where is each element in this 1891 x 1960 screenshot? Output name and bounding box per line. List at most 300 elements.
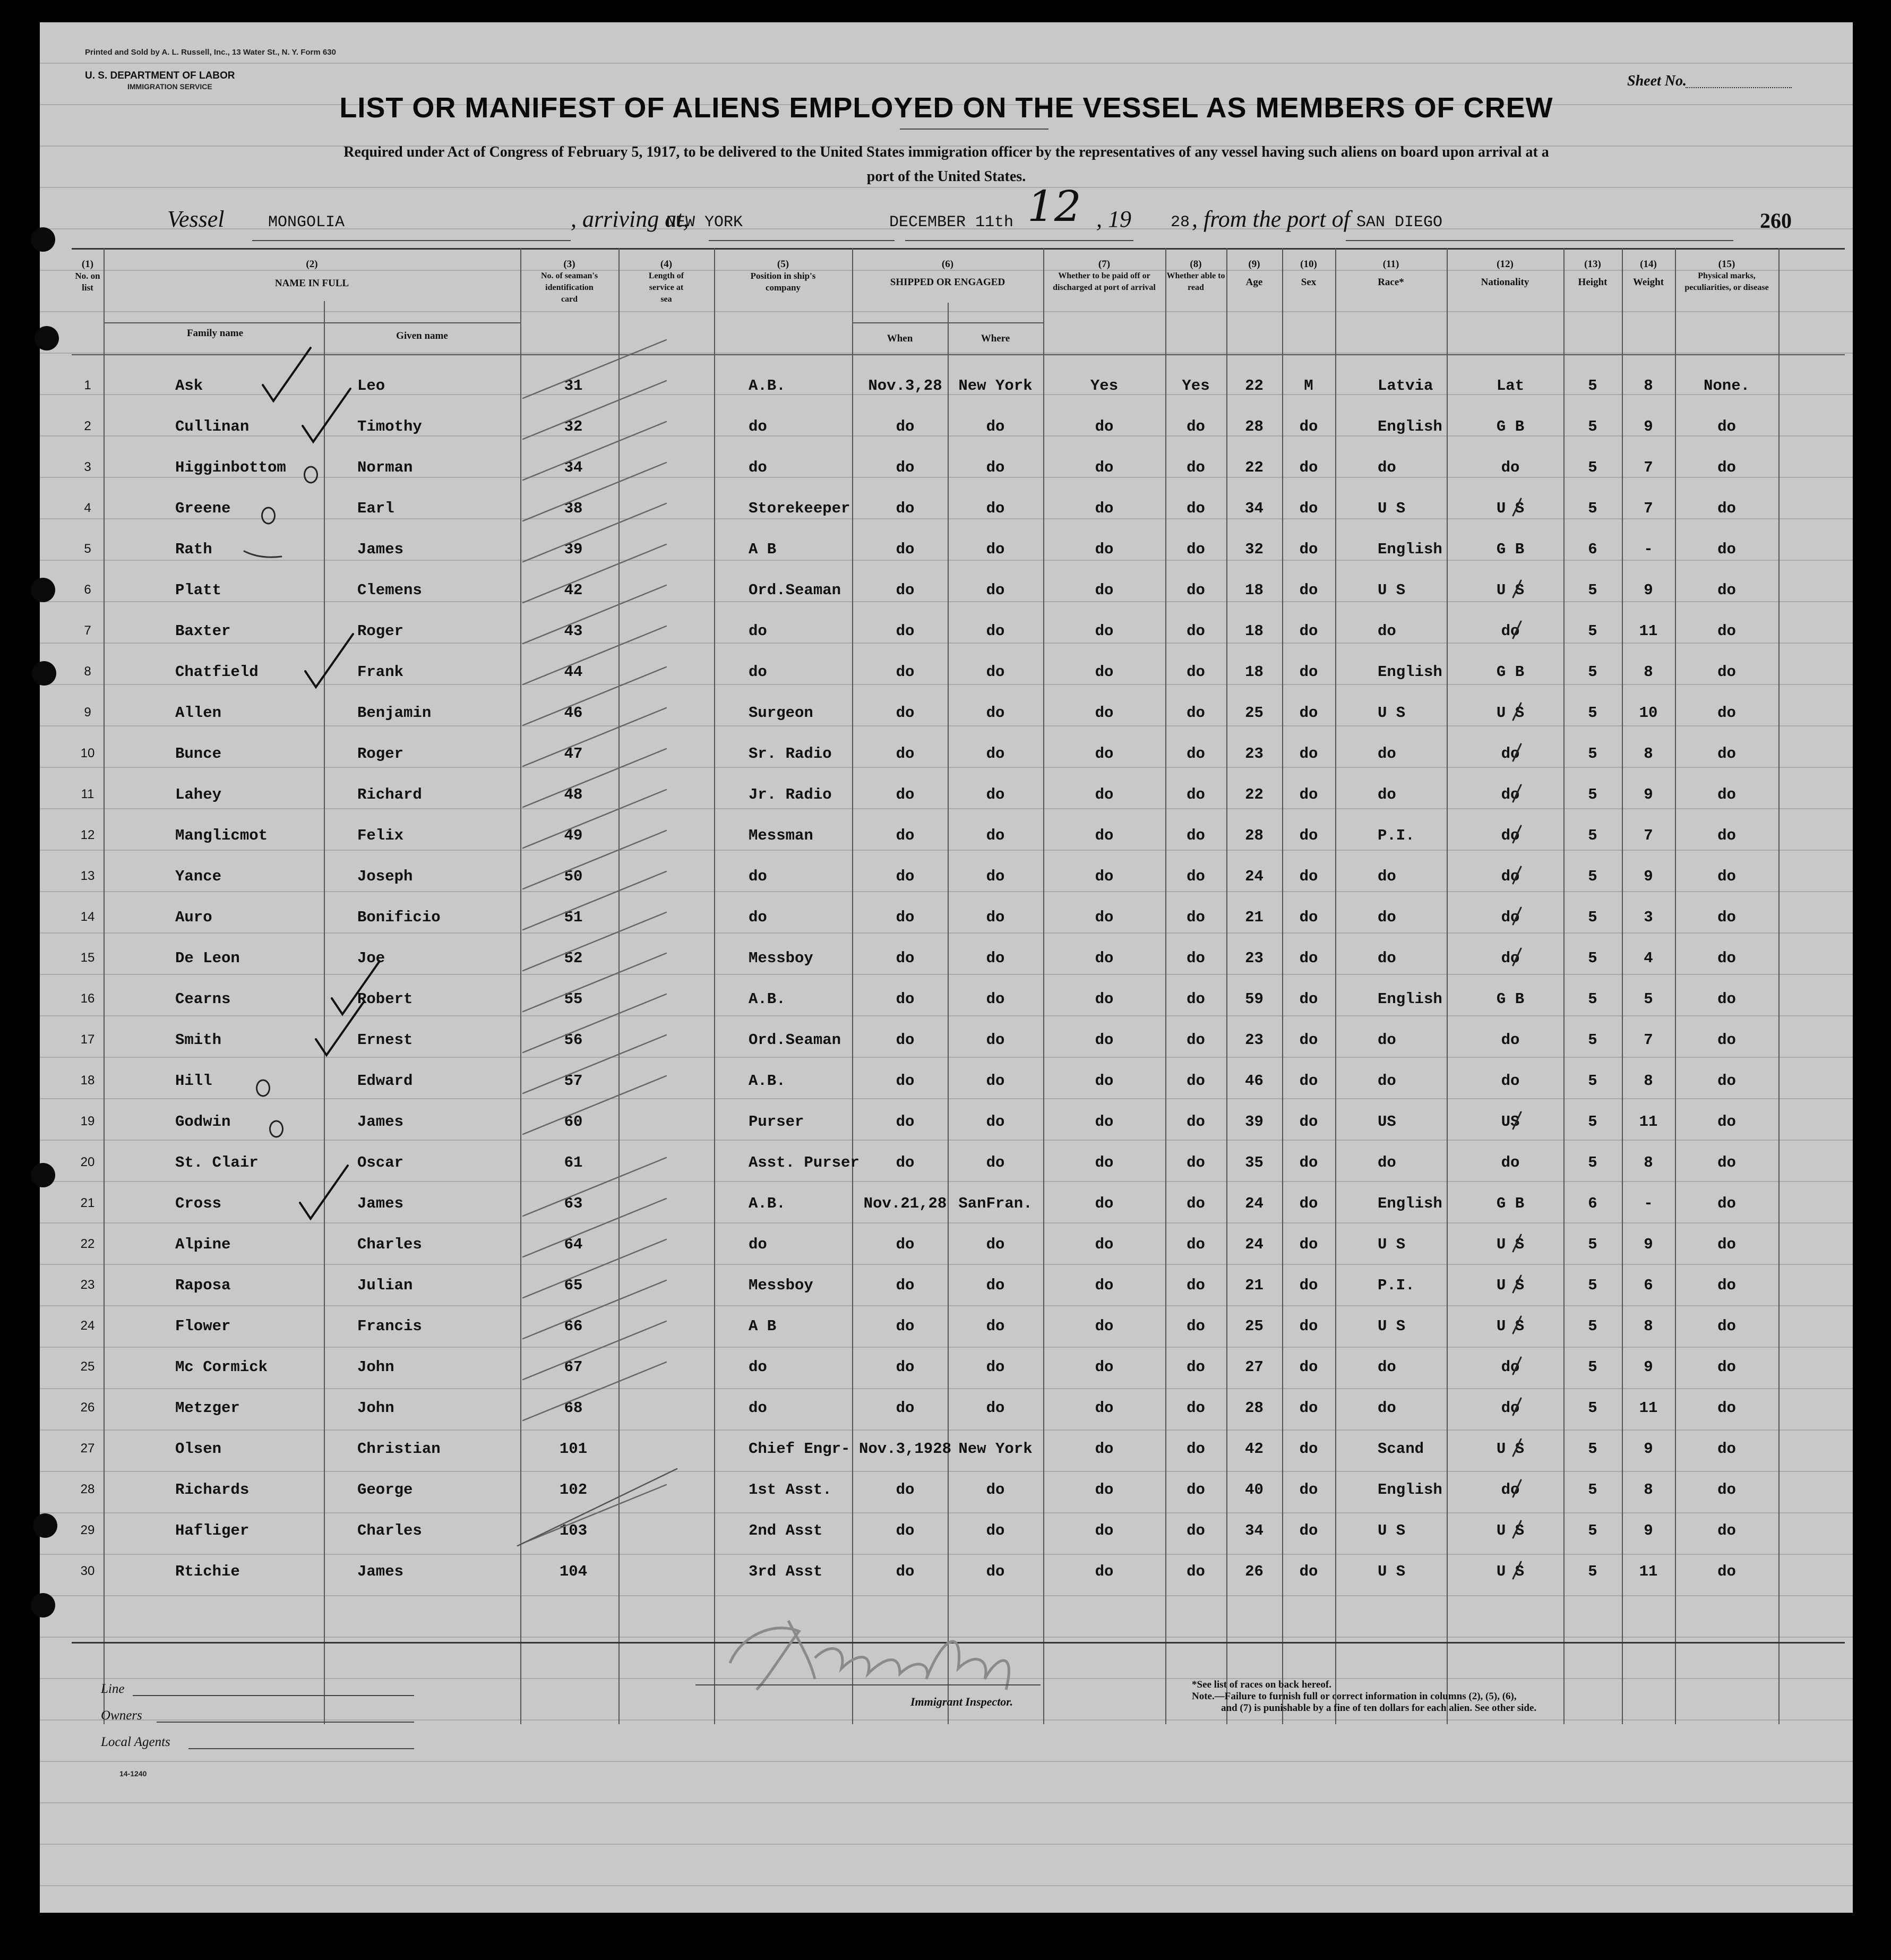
cell-nationality: do xyxy=(1501,1358,1520,1376)
cell-position: Chief Engr- xyxy=(749,1440,850,1458)
cell-age: 27 xyxy=(1245,1358,1263,1376)
cell-nationality: do xyxy=(1501,1481,1520,1499)
cell-weight: 7 xyxy=(1644,1031,1653,1049)
arrival-date: DECEMBER 11th xyxy=(889,213,1014,232)
pencil-mark xyxy=(244,551,281,557)
cell-card-no: 47 xyxy=(564,745,583,763)
cell-no: 4 xyxy=(84,501,91,515)
cell-shipped-where: do xyxy=(986,1358,1005,1376)
cell-race: U S xyxy=(1378,704,1406,722)
cell-weight: 9 xyxy=(1644,418,1653,435)
cell-paid-off: do xyxy=(1095,418,1114,435)
cell-no: 8 xyxy=(84,664,91,679)
cell-card-no: 46 xyxy=(564,704,583,722)
nationality-tick xyxy=(1513,1235,1521,1252)
cell-no: 28 xyxy=(80,1482,95,1496)
cell-age: 34 xyxy=(1245,500,1263,517)
cell-sex: do xyxy=(1299,745,1318,763)
cell-given-name: Joseph xyxy=(357,868,413,885)
cell-position: Messman xyxy=(749,827,813,844)
nationality-tick xyxy=(1513,1562,1521,1579)
cell-family-name: Ask xyxy=(175,377,203,395)
cell-family-name: Greene xyxy=(175,500,231,517)
cell-age: 59 xyxy=(1245,990,1263,1008)
printer-imprint: Printed and Sold by A. L. Russell, Inc., 13 Water St., N. Y. Form 630 xyxy=(85,48,336,57)
cell-sex: do xyxy=(1299,622,1318,640)
nationality-tick xyxy=(1513,1357,1521,1374)
cell-paid-off: do xyxy=(1095,949,1114,967)
cell-physical-marks: do xyxy=(1717,1236,1736,1253)
cell-race: US xyxy=(1378,1113,1396,1131)
cell-no: 25 xyxy=(80,1359,95,1374)
cell-no: 11 xyxy=(81,787,94,801)
cell-shipped-when: do xyxy=(896,1481,915,1499)
cell-physical-marks: do xyxy=(1717,1277,1736,1294)
cell-card-no: 102 xyxy=(559,1481,588,1499)
cell-able-to-read: do xyxy=(1187,990,1205,1008)
cell-able-to-read: do xyxy=(1187,1031,1205,1049)
cell-sex: do xyxy=(1299,868,1318,885)
page-number: 260 xyxy=(1760,209,1792,233)
cell-position: Jr. Radio xyxy=(749,786,832,803)
nationality-tick xyxy=(1513,1439,1521,1456)
cell-family-name: Hafliger xyxy=(175,1522,250,1539)
cell-position: 2nd Asst xyxy=(749,1522,823,1539)
cell-position: do xyxy=(749,622,767,640)
cell-shipped-where: New York xyxy=(958,377,1033,395)
cell-race: P.I. xyxy=(1378,827,1415,844)
col-2-header: (2) NAME IN FULL xyxy=(274,259,349,289)
cell-no: 18 xyxy=(80,1073,95,1088)
cell-given-name: James xyxy=(357,1563,404,1580)
cell-position: do xyxy=(749,1358,767,1376)
cell-weight: 11 xyxy=(1639,1563,1658,1580)
cell-family-name: Godwin xyxy=(175,1113,231,1131)
cell-height: 5 xyxy=(1588,1236,1597,1253)
sheet-number-label: Sheet No. xyxy=(1627,73,1687,89)
cell-able-to-read: do xyxy=(1187,1236,1205,1253)
cell-paid-off: do xyxy=(1095,786,1114,803)
cell-height: 5 xyxy=(1588,1440,1597,1458)
col-1-header: (1) No. on list xyxy=(75,259,100,293)
cell-card-no: 38 xyxy=(564,500,583,517)
cell-nationality: do xyxy=(1501,622,1520,640)
cell-physical-marks: do xyxy=(1717,418,1736,435)
cell-no: 19 xyxy=(80,1114,95,1128)
cell-shipped-where: do xyxy=(986,1031,1005,1049)
pencil-mark xyxy=(262,508,274,524)
cell-sex: do xyxy=(1299,1440,1318,1458)
cell-given-name: James xyxy=(357,1195,404,1212)
cell-paid-off: do xyxy=(1095,868,1114,885)
cell-given-name: Clemens xyxy=(357,581,422,599)
cell-able-to-read: do xyxy=(1187,868,1205,885)
cell-weight: 8 xyxy=(1644,1481,1653,1499)
cell-sex: do xyxy=(1299,1317,1318,1335)
cell-race: U S xyxy=(1378,1317,1406,1335)
cell-weight: 7 xyxy=(1644,500,1653,517)
year-label: , 19 xyxy=(1096,206,1131,232)
cell-no: 26 xyxy=(80,1400,95,1415)
nationality-tick xyxy=(1513,1398,1521,1415)
cell-sex: do xyxy=(1299,1236,1318,1253)
cell-family-name: Rath xyxy=(175,541,212,558)
document-subtitle: Required under Act of Congress of February 5, 1917, to be delivered to the United States immigration officer by the representatives of any vessel having such aliens on board upon arrival at a port of the United States. xyxy=(343,144,1549,185)
cell-paid-off: do xyxy=(1095,541,1114,558)
cell-height: 5 xyxy=(1588,1277,1597,1294)
cell-nationality: do xyxy=(1501,827,1520,844)
cell-no: 13 xyxy=(80,869,95,883)
cell-able-to-read: do xyxy=(1187,704,1205,722)
cell-race: English xyxy=(1378,541,1442,558)
cell-nationality: U S xyxy=(1496,1440,1525,1458)
cell-no: 22 xyxy=(80,1237,95,1251)
cell-height: 5 xyxy=(1588,745,1597,763)
cell-physical-marks: do xyxy=(1717,1195,1736,1212)
cell-position: do xyxy=(749,1399,767,1417)
cell-shipped-when: do xyxy=(896,418,915,435)
cell-card-no: 67 xyxy=(564,1358,583,1376)
cell-age: 40 xyxy=(1245,1481,1263,1499)
cell-nationality: U S xyxy=(1496,500,1525,517)
date-correction: 12 xyxy=(1027,182,1081,231)
cell-nationality: U S xyxy=(1496,1522,1525,1539)
cell-nationality: U S xyxy=(1496,1236,1525,1253)
cell-no: 14 xyxy=(80,910,95,924)
cell-given-name: James xyxy=(357,1113,404,1131)
cell-family-name: Platt xyxy=(175,581,222,599)
cell-race: English xyxy=(1378,1481,1442,1499)
cell-paid-off: do xyxy=(1095,1399,1114,1417)
cell-able-to-read: Yes xyxy=(1182,377,1210,395)
cell-family-name: Yance xyxy=(175,868,222,885)
cell-no: 12 xyxy=(80,828,95,842)
cell-sex: do xyxy=(1299,1481,1318,1499)
cell-shipped-where: do xyxy=(986,745,1005,763)
cell-shipped-where: do xyxy=(986,704,1005,722)
cell-sex: do xyxy=(1299,1113,1318,1131)
cell-physical-marks: do xyxy=(1717,1031,1736,1049)
cell-card-no: 43 xyxy=(564,622,583,640)
cell-position: do xyxy=(749,1236,767,1253)
cell-age: 39 xyxy=(1245,1113,1263,1131)
cell-shipped-when: do xyxy=(896,1236,915,1253)
cell-position: do xyxy=(749,663,767,681)
cell-race: do xyxy=(1378,786,1396,803)
cell-physical-marks: do xyxy=(1717,581,1736,599)
cell-shipped-where: do xyxy=(986,1277,1005,1294)
cell-physical-marks: do xyxy=(1717,622,1736,640)
cell-given-name: Charles xyxy=(357,1522,422,1539)
cell-physical-marks: do xyxy=(1717,1317,1736,1335)
cell-shipped-when: do xyxy=(896,1399,915,1417)
cell-position: A.B. xyxy=(749,1195,786,1212)
cell-given-name: Ernest xyxy=(357,1031,413,1049)
punch-hole xyxy=(33,1513,57,1538)
col-6b-header: Where xyxy=(981,333,1010,344)
col-9-header: (9) Age xyxy=(1245,259,1263,288)
cell-race: U S xyxy=(1378,1236,1406,1253)
cell-age: 23 xyxy=(1245,745,1263,763)
cell-position: Surgeon xyxy=(749,704,813,722)
cell-family-name: Cross xyxy=(175,1195,222,1212)
inspector-label: Immigrant Inspector. xyxy=(910,1695,1013,1708)
pencil-mark xyxy=(305,467,317,483)
cell-shipped-when: do xyxy=(896,745,915,763)
cell-card-no: 42 xyxy=(564,581,583,599)
cell-given-name: Earl xyxy=(357,500,394,517)
cell-sex: do xyxy=(1299,1358,1318,1376)
cell-card-no: 64 xyxy=(564,1236,583,1253)
cell-weight: 8 xyxy=(1644,377,1653,395)
cell-height: 5 xyxy=(1588,1154,1597,1171)
cell-age: 34 xyxy=(1245,1522,1263,1539)
cell-sex: do xyxy=(1299,1031,1318,1049)
cell-card-no: 56 xyxy=(564,1031,583,1049)
cell-age: 26 xyxy=(1245,1563,1263,1580)
cell-sex: M xyxy=(1304,377,1313,395)
cell-height: 5 xyxy=(1588,827,1597,844)
cell-shipped-when: do xyxy=(896,949,915,967)
check-mark xyxy=(332,961,380,1014)
cell-race: U S xyxy=(1378,581,1406,599)
cell-card-no: 55 xyxy=(564,990,583,1008)
cell-shipped-when: do xyxy=(896,459,915,476)
cell-family-name: Baxter xyxy=(175,622,231,640)
cell-physical-marks: do xyxy=(1717,1358,1736,1376)
cell-age: 18 xyxy=(1245,622,1263,640)
cell-shipped-where: do xyxy=(986,827,1005,844)
cell-no: 17 xyxy=(80,1032,95,1047)
cell-sex: do xyxy=(1299,663,1318,681)
cell-race: do xyxy=(1378,1358,1396,1376)
cell-paid-off: do xyxy=(1095,459,1114,476)
cell-shipped-when: do xyxy=(896,827,915,844)
cell-given-name: James xyxy=(357,541,404,558)
nationality-tick xyxy=(1513,580,1521,597)
cell-shipped-where: do xyxy=(986,909,1005,926)
handwritten-marks xyxy=(40,22,1853,1913)
cell-paid-off: do xyxy=(1095,745,1114,763)
cell-physical-marks: do xyxy=(1717,1563,1736,1580)
cell-age: 28 xyxy=(1245,418,1263,435)
cell-weight: 8 xyxy=(1644,663,1653,681)
cell-race: Latvia xyxy=(1378,377,1433,395)
cell-shipped-when: do xyxy=(896,622,915,640)
cell-shipped-where: do xyxy=(986,1317,1005,1335)
cell-shipped-where: do xyxy=(986,1113,1005,1131)
nationality-tick xyxy=(1513,1521,1521,1538)
cell-sex: do xyxy=(1299,541,1318,558)
cell-age: 46 xyxy=(1245,1072,1263,1090)
cell-shipped-when: do xyxy=(896,500,915,517)
cell-shipped-when: do xyxy=(896,663,915,681)
line-label: Line xyxy=(101,1682,125,1696)
cell-race: do xyxy=(1378,868,1396,885)
col-2a-header: Family name xyxy=(186,328,244,339)
punch-hole xyxy=(35,326,59,350)
cell-race: U S xyxy=(1378,1522,1406,1539)
cell-card-no: 66 xyxy=(564,1317,583,1335)
cell-position: Messboy xyxy=(749,1277,813,1294)
cell-paid-off: do xyxy=(1095,1522,1114,1539)
cell-paid-off: do xyxy=(1095,990,1114,1008)
cell-family-name: Cearns xyxy=(175,990,231,1008)
cell-weight: 5 xyxy=(1644,990,1653,1008)
form-code: 14-1240 xyxy=(119,1769,147,1778)
cell-nationality: do xyxy=(1501,786,1520,803)
cell-card-no: 103 xyxy=(559,1522,588,1539)
punch-hole xyxy=(31,227,55,252)
cell-age: 18 xyxy=(1245,581,1263,599)
cell-position: Purser xyxy=(749,1113,804,1131)
cell-height: 5 xyxy=(1588,581,1597,599)
cell-physical-marks: do xyxy=(1717,1440,1736,1458)
origin-port: SAN DIEGO xyxy=(1356,213,1443,232)
cell-weight: 8 xyxy=(1644,1317,1653,1335)
cell-paid-off: do xyxy=(1095,1358,1114,1376)
cell-able-to-read: do xyxy=(1187,1440,1205,1458)
cell-age: 24 xyxy=(1245,1195,1263,1212)
cell-no: 27 xyxy=(80,1441,95,1456)
cell-physical-marks: do xyxy=(1717,663,1736,681)
cell-height: 5 xyxy=(1588,1399,1597,1417)
cell-position: A B xyxy=(749,1317,777,1335)
cell-paid-off: do xyxy=(1095,1031,1114,1049)
cell-race: P.I. xyxy=(1378,1277,1415,1294)
cell-able-to-read: do xyxy=(1187,745,1205,763)
cell-shipped-where: do xyxy=(986,1072,1005,1090)
cell-paid-off: do xyxy=(1095,663,1114,681)
pencil-mark xyxy=(257,1080,270,1096)
cell-paid-off: do xyxy=(1095,1072,1114,1090)
punch-hole xyxy=(31,1593,55,1617)
cell-race: English xyxy=(1378,418,1442,435)
cell-age: 21 xyxy=(1245,1277,1263,1294)
cell-no: 10 xyxy=(80,746,95,760)
cell-nationality: do xyxy=(1501,1154,1520,1171)
cell-sex: do xyxy=(1299,459,1318,476)
cell-able-to-read: do xyxy=(1187,1399,1205,1417)
cell-sex: do xyxy=(1299,1195,1318,1212)
cell-no: 16 xyxy=(80,991,95,1006)
cell-shipped-when: do xyxy=(896,1358,915,1376)
cell-family-name: Smith xyxy=(175,1031,222,1049)
cell-sex: do xyxy=(1299,1563,1318,1580)
cell-weight: 9 xyxy=(1644,868,1653,885)
nationality-tick xyxy=(1513,499,1521,516)
cell-age: 32 xyxy=(1245,541,1263,558)
arrival-year: 28 xyxy=(1171,213,1190,232)
cell-paid-off: do xyxy=(1095,1317,1114,1335)
cell-family-name: Auro xyxy=(175,909,212,926)
cell-nationality: U S xyxy=(1496,581,1525,599)
cell-given-name: Charles xyxy=(357,1236,422,1253)
cell-given-name: John xyxy=(357,1399,394,1417)
cell-weight: 9 xyxy=(1644,1440,1653,1458)
nationality-tick xyxy=(1513,785,1521,802)
cell-shipped-where: New York xyxy=(958,1440,1033,1458)
cell-able-to-read: do xyxy=(1187,909,1205,926)
cell-shipped-when: do xyxy=(896,1072,915,1090)
cell-able-to-read: do xyxy=(1187,581,1205,599)
cell-paid-off: do xyxy=(1095,622,1114,640)
cell-physical-marks: do xyxy=(1717,990,1736,1008)
cell-card-no: 63 xyxy=(564,1195,583,1212)
cell-physical-marks: do xyxy=(1717,704,1736,722)
local-agents-label: Local Agents xyxy=(101,1735,170,1749)
cell-physical-marks: do xyxy=(1717,541,1736,558)
cell-able-to-read: do xyxy=(1187,827,1205,844)
cell-race: do xyxy=(1378,745,1396,763)
cell-shipped-where: do xyxy=(986,786,1005,803)
nationality-tick xyxy=(1513,621,1521,638)
cell-shipped-when: do xyxy=(896,868,915,885)
owners-label: Owners xyxy=(101,1708,142,1723)
cell-shipped-where: do xyxy=(986,581,1005,599)
cell-paid-off: do xyxy=(1095,1154,1114,1171)
cell-able-to-read: do xyxy=(1187,1277,1205,1294)
cell-shipped-where: do xyxy=(986,949,1005,967)
cell-paid-off: do xyxy=(1095,1563,1114,1580)
tally-stroke xyxy=(523,1485,666,1543)
cell-sex: do xyxy=(1299,909,1318,926)
cell-height: 5 xyxy=(1588,663,1597,681)
cell-weight: 3 xyxy=(1644,909,1653,926)
cell-physical-marks: do xyxy=(1717,1481,1736,1499)
cell-nationality: do xyxy=(1501,1399,1520,1417)
nationality-tick xyxy=(1513,948,1521,965)
cell-sex: do xyxy=(1299,827,1318,844)
cell-family-name: Flower xyxy=(175,1317,231,1335)
col-12-header: (12) Nationality xyxy=(1481,259,1529,288)
cell-age: 35 xyxy=(1245,1154,1263,1171)
cell-nationality: U S xyxy=(1496,704,1525,722)
cell-position: do xyxy=(749,418,767,435)
cell-race: English xyxy=(1378,990,1442,1008)
cell-weight: 11 xyxy=(1639,1399,1658,1417)
check-mark xyxy=(263,348,311,401)
cell-shipped-when: Nov.3,28 xyxy=(868,377,942,395)
cell-given-name: Robert xyxy=(357,990,413,1008)
cell-weight: 9 xyxy=(1644,1358,1653,1376)
col-15-header: (15) Physical marks, peculiarities, or disease xyxy=(1684,259,1769,292)
col-3-header: (3) No. of seaman's identification card xyxy=(540,259,598,304)
cell-age: 24 xyxy=(1245,1236,1263,1253)
cell-family-name: De Leon xyxy=(175,949,240,967)
cell-family-name: Hill xyxy=(175,1072,212,1090)
cell-card-no: 44 xyxy=(564,663,583,681)
cell-card-no: 68 xyxy=(564,1399,583,1417)
cell-family-name: Olsen xyxy=(175,1440,222,1458)
cell-given-name: Frank xyxy=(357,663,404,681)
cell-sex: do xyxy=(1299,1399,1318,1417)
cell-given-name: Bonificio xyxy=(357,909,441,926)
cell-no: 30 xyxy=(80,1564,95,1578)
cell-paid-off: do xyxy=(1095,1440,1114,1458)
cell-able-to-read: do xyxy=(1187,1522,1205,1539)
cell-height: 5 xyxy=(1588,1113,1597,1131)
cell-nationality: U S xyxy=(1496,1563,1525,1580)
cell-no: 21 xyxy=(80,1196,95,1210)
cell-physical-marks: do xyxy=(1717,827,1736,844)
cell-height: 5 xyxy=(1588,1563,1597,1580)
cell-nationality: G B xyxy=(1496,1195,1525,1212)
cell-height: 5 xyxy=(1588,1522,1597,1539)
cell-nationality: do xyxy=(1501,909,1520,926)
cell-family-name: Lahey xyxy=(175,786,222,803)
cell-age: 22 xyxy=(1245,377,1263,395)
